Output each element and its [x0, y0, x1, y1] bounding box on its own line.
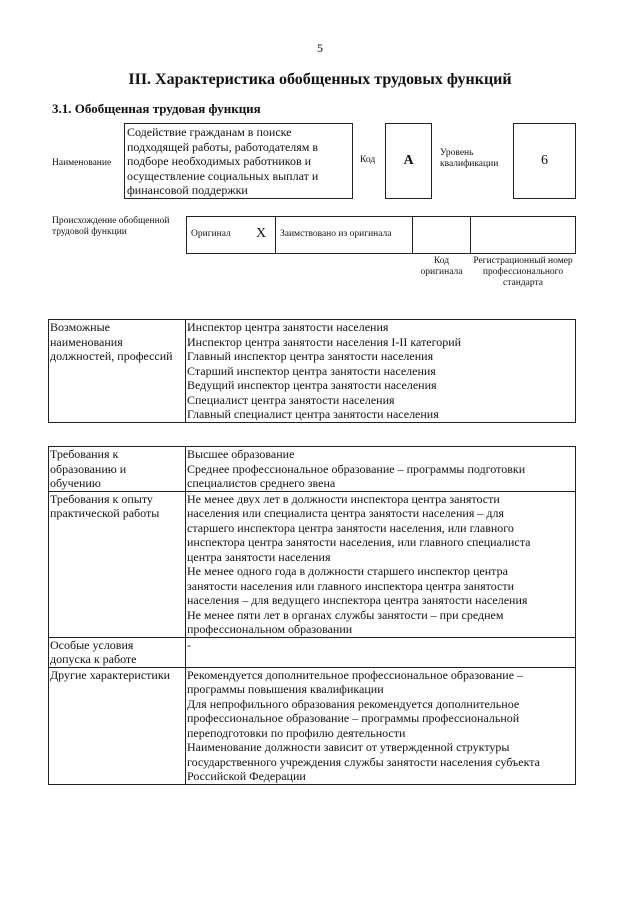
label-line: Требования к опыту	[50, 491, 153, 506]
position-item: Главный специалист центра занятости населения	[187, 407, 439, 421]
value-line: Среднее профессиональное образование – программы подготовки	[187, 461, 526, 476]
registration-number-cell	[470, 216, 576, 254]
label-line: Возможные	[50, 320, 110, 334]
value-line: Не менее одного года в должности старшего инспектор центра	[187, 564, 508, 578]
value-line: профессиональном образовании	[187, 622, 353, 636]
value-line: Российской Федерации	[187, 769, 306, 783]
label-line: наименования	[50, 334, 123, 349]
value-line: Наименование должности зависит от утвержденной структуры	[187, 740, 510, 754]
borrowed-label: Заимствовано из оригинала	[280, 229, 392, 239]
function-name-line: подходящей работы, работодателям в	[127, 139, 319, 154]
function-name-line: финансовой поддержки	[127, 183, 248, 197]
value-line: государственного учреждения службы занятости населения субъекта	[187, 754, 540, 769]
requirement-label-cell	[49, 637, 186, 667]
position-item: Главный инспектор центра занятости населения	[187, 349, 434, 363]
requirement-label-cell	[49, 491, 186, 637]
code-original-cell	[412, 216, 471, 254]
position-item: Инспектор центра занятости населения	[187, 320, 389, 334]
position-item: Инспектор центра занятости населения I-II категорий	[187, 334, 462, 349]
registration-number-label: Регистрационный номер профессионального стандарта	[473, 256, 573, 288]
position-item: Старший инспектор центра занятости населения	[187, 363, 436, 378]
original-label: Оригинал	[191, 229, 231, 239]
table-row	[49, 320, 576, 423]
value-line: Не менее двух лет в должности инспектора центра занятости	[187, 491, 500, 506]
value-line: программы повышения квалификации	[187, 682, 384, 696]
table-row	[49, 447, 576, 492]
origin-label: Происхождение обобщенной трудовой функции	[52, 216, 170, 237]
code-value: A	[385, 123, 432, 199]
positions-table	[48, 319, 576, 423]
qualification-level-value: 6	[513, 123, 576, 199]
label-line: обучению	[50, 476, 101, 490]
label-line: Особые условия	[50, 637, 134, 652]
requirement-label-cell	[49, 667, 186, 784]
value-line: центра занятости населения	[187, 549, 331, 564]
label-line: практической работы	[50, 506, 160, 520]
value-line: занятости населения или главного инспектора центра занятости	[187, 578, 515, 593]
subsection-title: 3.1. Обобщенная трудовая функция	[52, 101, 261, 116]
position-item: Специалист центра занятости населения	[187, 392, 395, 407]
value-line: инспектора центра занятости населения, или главного специалиста	[187, 535, 531, 549]
function-name-line: Содействие гражданам в поиске	[127, 125, 292, 139]
value-line: населения – для ведущего инспектора центра занятости населения	[187, 593, 528, 607]
requirement-value-cell	[186, 491, 576, 637]
value-line: профессиональное образование – программы профессиональной	[187, 711, 520, 725]
page-number: 5	[317, 41, 323, 55]
function-name-box	[124, 123, 353, 199]
table-row	[49, 637, 576, 667]
label-line: Требования к	[50, 447, 119, 461]
position-item: Ведущий инспектор центра занятости населения	[187, 378, 437, 392]
value-line: Высшее образование	[187, 447, 295, 461]
value-line: Рекомендуется дополнительное профессиональное образование –	[187, 667, 524, 682]
section-title: III. Характеристика обобщенных трудовых функций	[128, 71, 512, 88]
requirement-value-cell	[186, 637, 576, 667]
value-line: Не менее пяти лет в органах службы занятости – при среднем	[187, 607, 504, 622]
value-line: старшего инспектора центра занятости населения, или главного	[187, 520, 514, 535]
value-line: населения или специалиста центра занятости населения – для	[187, 506, 504, 520]
original-mark: X	[256, 226, 267, 241]
positions-list-cell	[186, 320, 576, 423]
value-line: специалистов среднего звена	[187, 476, 336, 490]
label-line: должностей, профессий	[50, 349, 173, 363]
label-line: образованию и	[50, 461, 127, 476]
function-name-line: подборе необходимых работников и	[127, 154, 312, 168]
label-line: Другие характеристики	[50, 667, 171, 682]
requirement-value-cell	[186, 447, 576, 492]
value-line: переподготовки по профилю деятельности	[187, 725, 406, 740]
value-line: Для непрофильного образования рекомендуется дополнительное	[187, 696, 520, 711]
value-line: -	[187, 637, 191, 652]
qualification-level-label: Уровень квалификации	[440, 148, 499, 169]
table-row	[49, 667, 576, 784]
code-original-label: Код оригинала	[420, 256, 463, 277]
requirements-table	[48, 446, 576, 785]
positions-label-cell	[49, 320, 186, 423]
label-line: допуска к работе	[50, 652, 137, 666]
name-label: Наименование	[52, 158, 112, 168]
function-name-line: осуществление социальных выплат и	[127, 168, 319, 183]
requirement-value-cell	[186, 667, 576, 784]
requirement-label-cell	[49, 447, 186, 492]
table-row	[49, 491, 576, 637]
code-label: Код	[360, 155, 376, 165]
